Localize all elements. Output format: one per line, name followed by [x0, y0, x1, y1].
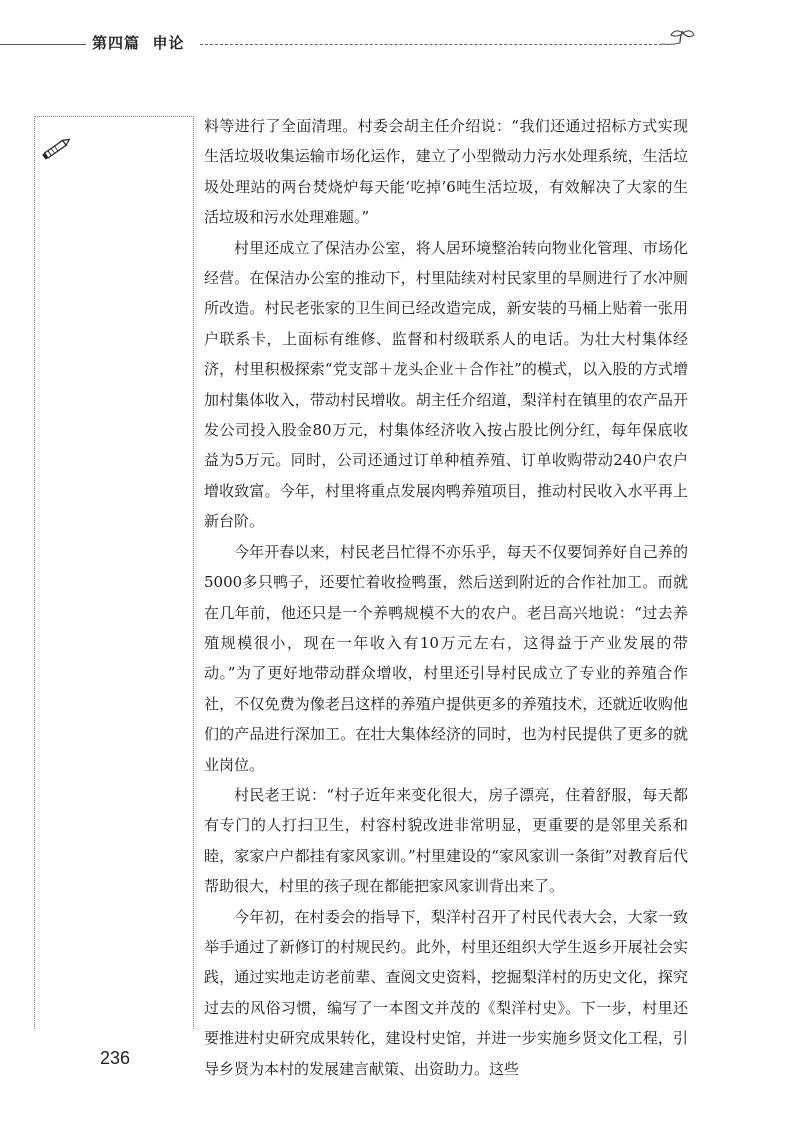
paragraph: 今年开春以来，村民老吕忙得不亦乐乎，每天不仅要饲养好自己养的5000多只鸭子，还要忙着收捡鸭蛋，然后送到附近的合作社加工。而就在几年前，他还只是一个养鸭规模不大的农户。老吕高兴地说：“过去养殖规模很小，现在一年收入有10万元左右，这得益于产业发展的带动。”为了更好地带动群众增收，村里还引导村民成立了专业的养殖合作社，不仅免费为像老吕这样的养殖户提供更多的养殖技术，还就近收购他们的产品进行深加工。在壮大集体经济的同时，也为村民提供了更多的就业岗位。 [204, 542, 688, 774]
pencil-icon [40, 136, 74, 160]
header-part: 第四篇 [92, 34, 141, 52]
paragraph: 今年初，在村委会的指导下，梨洋村召开了村民代表大会，大家一致举手通过了新修订的村规民约。此外，村里还组织大学生返乡开展社会实践，通过实地走访老前辈、查阅文史资料，挖掘梨洋村的历史文化，探究过去的风俗习惯，编写了一本图文并茂的《梨洋村史》。下一步，村里还要推进村史研究成果转化，建设村史馆，并进一步实施乡贤文化工程，引导乡贤为本村的发展建言献策、出资助力。这些 [204, 907, 688, 1078]
paragraph: 村民老王说：“村子近年来变化很大，房子漂亮，住着舒服，每天都有专门的人打扫卫生，村容村貌改进非常明显，更重要的是邻里关系和睦，家家户户都挂有家风家训。”村里建设的“家风家训一条街”对教育后代帮助很大，村里的孩子现在都能把家风家训背出来了。 [204, 785, 688, 896]
sprout-icon [660, 28, 696, 56]
header-rule-left [0, 44, 86, 45]
paragraph: 料等进行了全面清理。村委会胡主任介绍说：“我们还通过招标方式实现生活垃圾收集运输市场化运作，建立了小型微动力污水处理系统，生活垃圾处理站的两台焚烧炉每天能‘吃掉’6吨生活垃圾，有效解决了大家的生活垃圾和污水处理难题。” [204, 117, 688, 227]
page-number: 236 [100, 1048, 131, 1068]
header-title [92, 32, 184, 53]
margin-notes-box [34, 116, 194, 1029]
header-chapter: 申论 [152, 34, 185, 52]
header-rule-right [200, 44, 662, 45]
running-header [0, 28, 800, 68]
paragraph: 村里还成立了保洁办公室，将人居环境整治转向物业化管理、市场化经营。在保洁办公室的推动下，村里陆续对村民家里的旱厕进行了水冲厕所改造。村民老张家的卫生间已经改造完成，新安装的马桶上贴着一张用户联系卡，上面标有维修、监督和村级联系人的电话。为壮大村集体经济，村里积极探索“党支部＋龙头企业＋合作社”的模式，以入股的方式增加村集体收入，带动村民增收。胡主任介绍道，梨洋村在镇里的农产品开发公司投入股金80万元，村集体经济收入按占股比例分红，每年保底收益为5万元。同时，公司还通过订单种植养殖、订单收购带动240户农户增收致富。今年，村里将重点发展肉鸭养殖项目，推动村民收入水平再上新台阶。 [204, 238, 688, 531]
body-text [204, 111, 688, 1084]
